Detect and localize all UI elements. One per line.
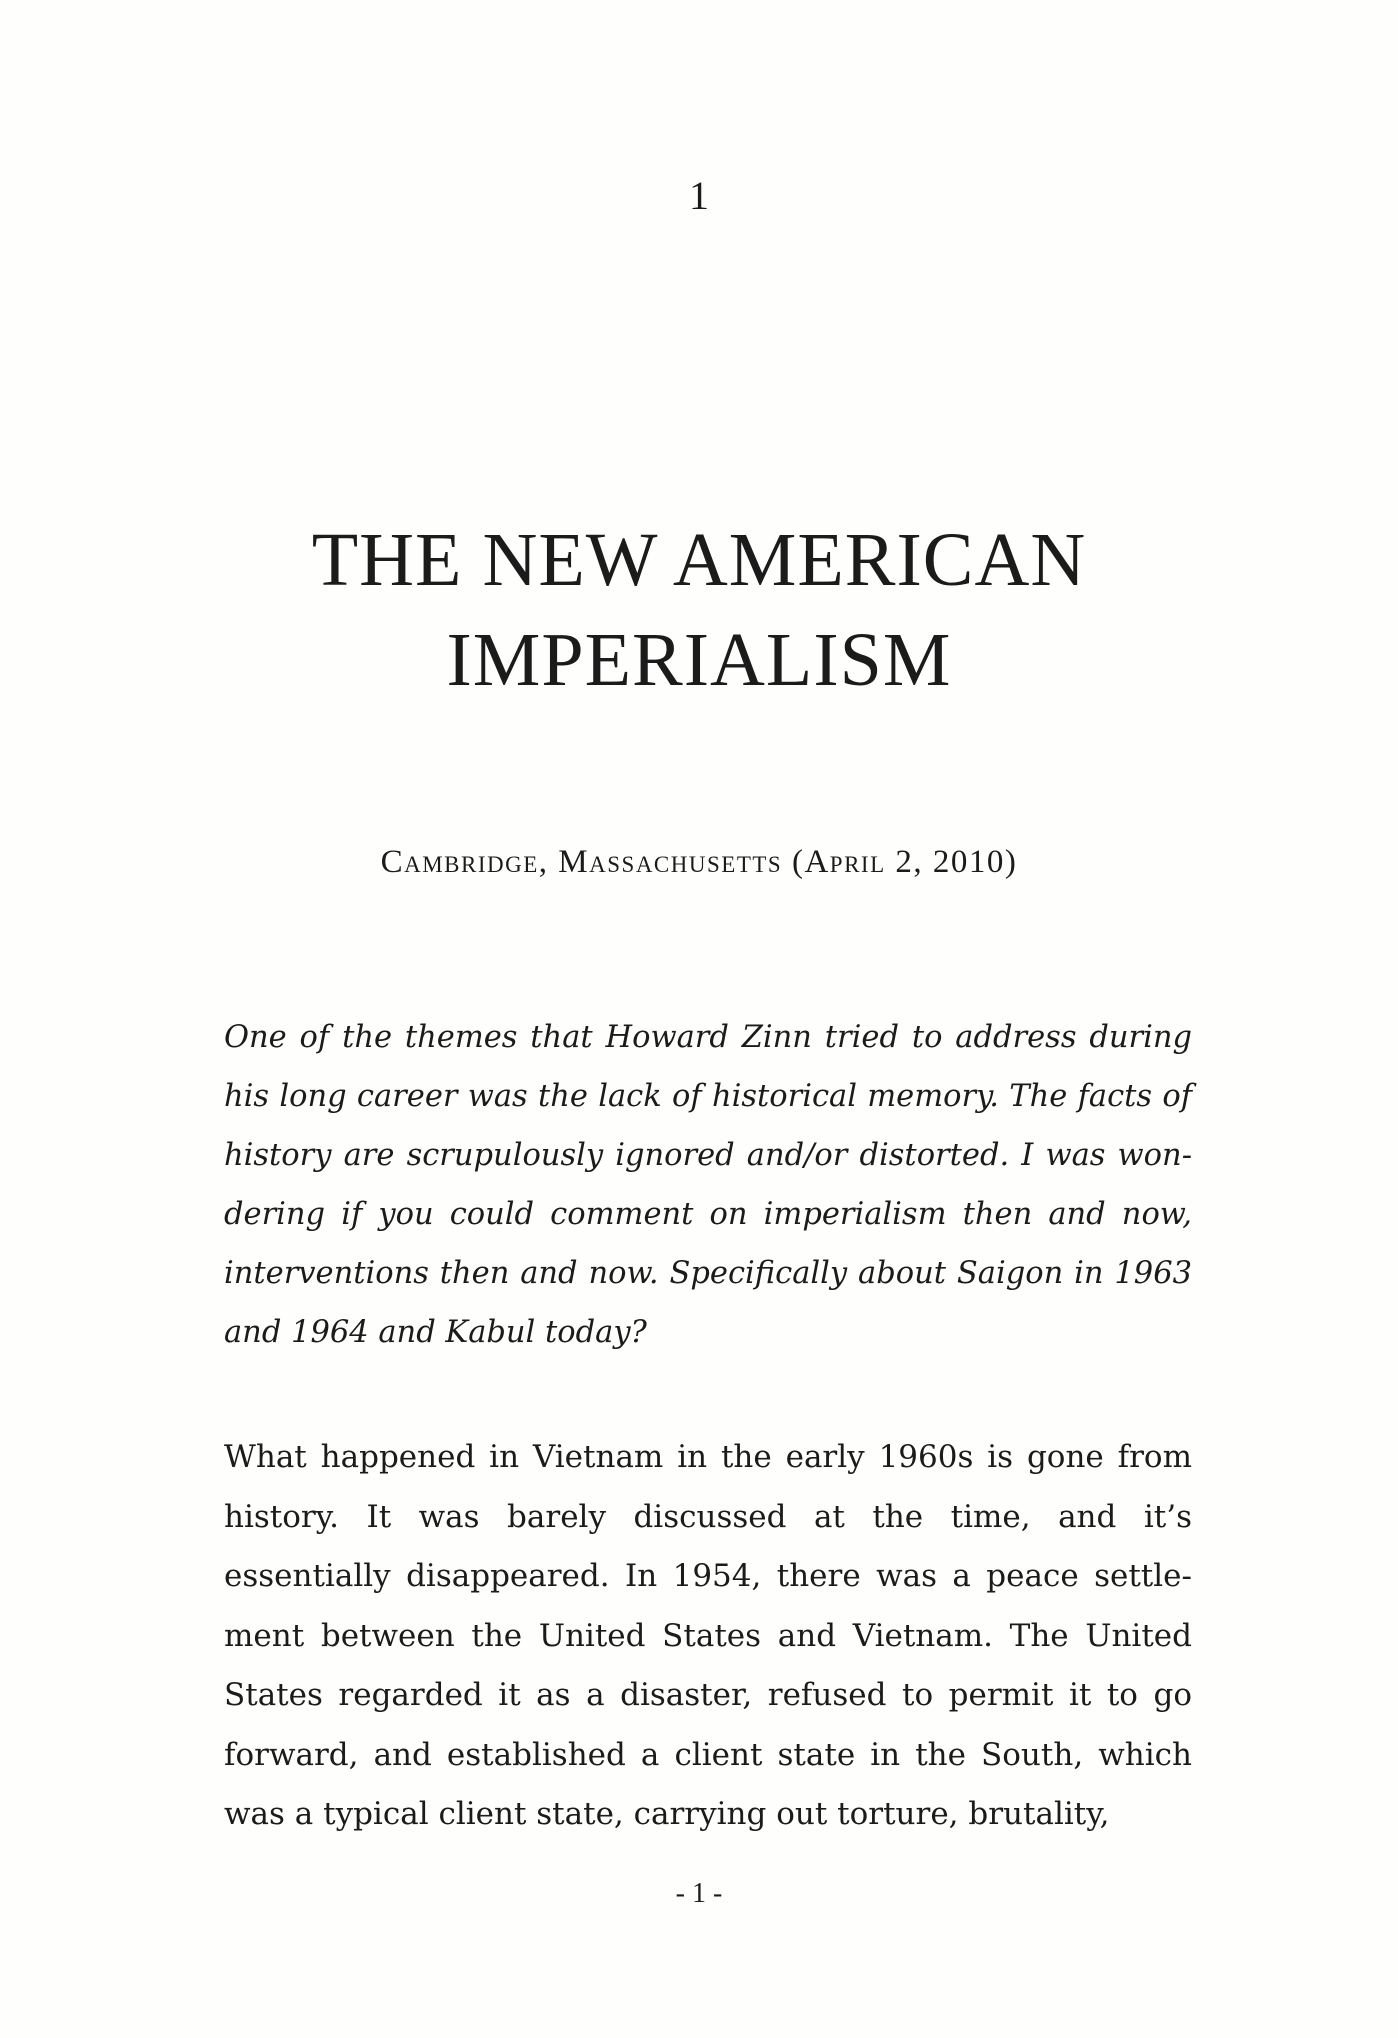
chapter-number: 1 [689,173,709,218]
chapter-title [0,510,1398,710]
interview-question: One of the themes that Howard Zinn tried to address during his long career was the lack of historical memory. The facts of history are scrupulously ignored and/or distorted. I was wondering if you could comment on imperialism then and now, interventions then and now. Specifically about Saigon in 1963 and 1964 and Kabul today? [224,1020,1192,1350]
chapter-title-line-2: IMPERIALISM [446,618,952,702]
dateline: Cambridge, Massachusetts (April 2, 2010) [380,844,1018,880]
page-number: - 1 - [675,1878,723,1909]
chapter-title-line-1: THE NEW AMERICAN [311,518,1087,602]
interview-answer: What happened in Vietnam in the early 1960s is gone from history. It was barely discussed at the time, and it’s essentially disappeared. In 1954, there was a peace settlement between the United States and Vietnam. The United States regarded it as a disaster, refused to permit it to go forward, and established a client state in the South, which was a typical client state, carrying out torture, brutality, [224,1439,1192,1832]
